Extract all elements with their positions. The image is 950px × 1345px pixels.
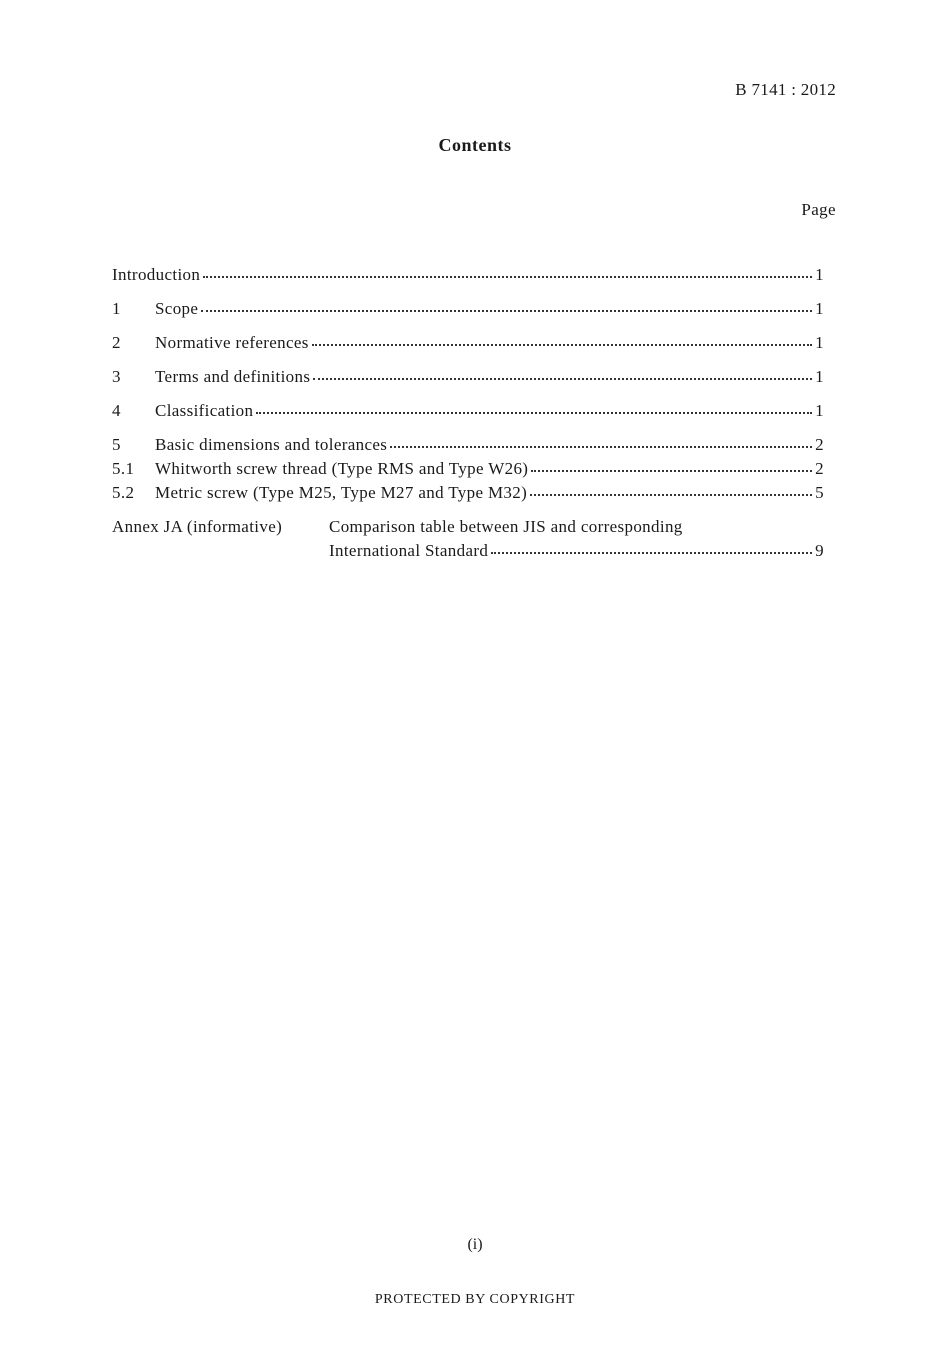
dot-leader [531,469,812,472]
toc-entry-label: Classification [155,401,254,420]
toc-entry-label: Whitworth screw thread (Type RMS and Type W26) [155,459,529,478]
toc-entry-page: 1 [815,401,824,420]
toc-entry-scope[interactable] [112,297,824,321]
table-of-contents [112,263,824,563]
page-column-heading: Page [801,200,836,219]
toc-entry-label: Basic dimensions and tolerances [155,435,388,454]
toc-entry-page: 1 [815,299,824,318]
toc-entry-label: Introduction [112,265,201,284]
toc-entry-label: Normative references [155,333,309,352]
toc-entry-introduction[interactable] [112,263,824,287]
toc-entry-classification[interactable] [112,399,824,423]
copyright-notice: PROTECTED BY COPYRIGHT [374,1292,576,1307]
toc-entry-number: 1 [112,299,121,318]
dot-leader [390,445,812,448]
dot-leader [201,309,812,312]
toc-entry-metric-screw[interactable] [112,481,824,505]
toc-entry-number: 3 [112,367,121,386]
toc-entry-page: 5 [815,483,824,502]
dot-leader [203,275,812,278]
toc-entry-annex-ja-continued[interactable] [112,539,824,563]
toc-entry-label: Comparison table between JIS and corresponding [329,517,683,536]
toc-entry-number: 2 [112,333,121,352]
toc-entry-basic-dimensions[interactable] [112,433,824,457]
toc-entry-page: 1 [815,367,824,386]
dot-leader [312,343,812,346]
page-title: Contents [438,135,512,155]
toc-entry-number: 5.2 [112,483,135,502]
toc-entry-label: Terms and definitions [155,367,311,386]
toc-entry-whitworth-screw-thread[interactable] [112,457,824,481]
toc-entry-number: 4 [112,401,121,420]
dot-leader [530,493,812,496]
toc-entry-normative-references[interactable] [112,331,824,355]
toc-entry-page: 2 [815,459,824,478]
toc-entry-label: Metric screw (Type M25, Type M27 and Type M32) [155,483,528,502]
dot-leader [256,411,812,414]
toc-entry-label: International Standard [329,541,489,560]
toc-annex-prefix: Annex JA (informative) [112,517,283,536]
toc-entry-annex-ja[interactable] [112,515,824,539]
dot-leader [491,551,812,554]
toc-entry-page: 2 [815,435,824,454]
toc-entry-number: 5.1 [112,459,135,478]
toc-entry-page: 1 [815,265,824,284]
toc-entry-number: 5 [112,435,121,454]
toc-entry-terms-and-definitions[interactable] [112,365,824,389]
document-code: B 7141 : 2012 [735,80,836,99]
footer-page-number: (i) [467,1236,483,1253]
dot-leader [313,377,812,380]
toc-entry-page: 9 [815,541,824,560]
toc-entry-page: 1 [815,333,824,352]
toc-entry-label: Scope [155,299,199,318]
